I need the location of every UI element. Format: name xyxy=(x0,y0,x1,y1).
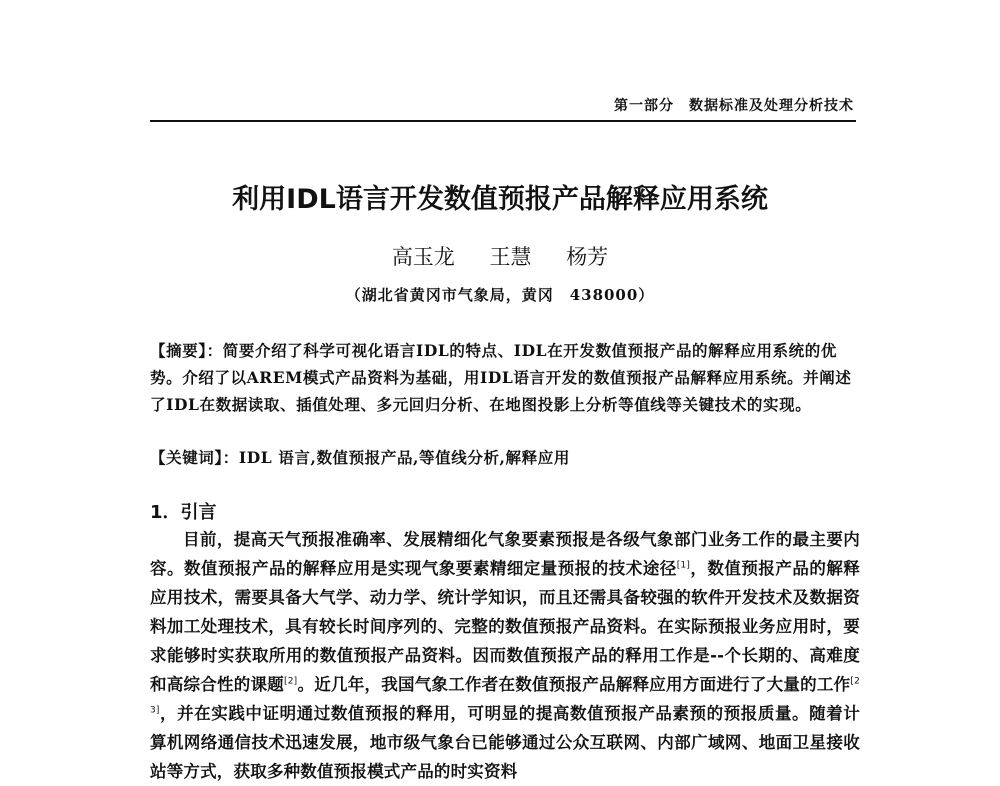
citation-ref: [2] xyxy=(284,676,298,687)
section-heading xyxy=(150,500,217,526)
keywords-text: IDL 语言,数值预报产品,等值线分析,解释应用 xyxy=(238,448,570,467)
body-text-segment: 。近几年，我国气象工作者在数值预报产品解释应用方面进行了大量的工作 xyxy=(297,675,851,694)
header-rule xyxy=(150,120,856,122)
citation-ref: [1] xyxy=(676,560,691,571)
paper-title: 利用IDL语言开发数值预报产品解释应用系统 xyxy=(232,184,768,215)
author: 王慧 xyxy=(489,245,532,269)
section-title: 引言 xyxy=(180,502,217,523)
author: 高玉龙 xyxy=(391,245,455,269)
abstract-label: 【摘要】： xyxy=(150,341,223,360)
section-number: 1． xyxy=(150,502,181,523)
body-text-segment: ，并在实践中证明通过数值预报的释用，可明显的提高数值预报产品素预的预报质量。随着计算机网络通信技术迅速发展，地市级气象台已能够通过公众互联网、内部广域网、地面卫星接收站等方式，获取多种数值预报模式产品的时实资料 xyxy=(150,704,860,781)
author-list xyxy=(0,242,1000,272)
body-text-segment: 目前，提高天气预报准确率、发展精细化气象要素预报是各级气象部门业务工作的最主要内容。数值预报产品的解释应用是实现气象要素精细定量预报的技术途径 xyxy=(150,530,860,578)
affiliation: （湖北省黄冈市气象局，黄冈 438000） xyxy=(345,286,655,304)
citation-ref: [2 3] xyxy=(150,676,860,716)
running-header: 第一部分 数据标准及处理分析技术 xyxy=(614,98,854,114)
abstract xyxy=(150,337,860,418)
keywords xyxy=(150,444,860,471)
author: 杨芳 xyxy=(566,245,609,269)
body-text-segment: ，数值预报产品的解释应用技术，需要具备大气学、动力学、统计学知识，而且还需具备较强的软件开发技术及数据资料加工处理技术，具有较长时间序列的、完整的数值预报产品资料。在实际预报业务应用时，要求能够时实获取所用的数值预报产品资料。因而数值预报产品的释用工作是--个长期的、高难度和高综合性的课题 xyxy=(150,559,861,694)
body-paragraph xyxy=(150,525,860,786)
keywords-label: 【关键词】： xyxy=(150,448,239,467)
abstract-text: 简要介绍了科学可视化语言IDL的特点、IDL在开发数值预报产品的解释应用系统的优势。介绍了以AREM模式产品资料为基础，用IDL语言开发的数值预报产品解释应用系统。并阐述了IDL在数据读取、插值处理、多元回归分析、在地图投影上分析等值线等关键技术的实现。 xyxy=(150,341,852,414)
